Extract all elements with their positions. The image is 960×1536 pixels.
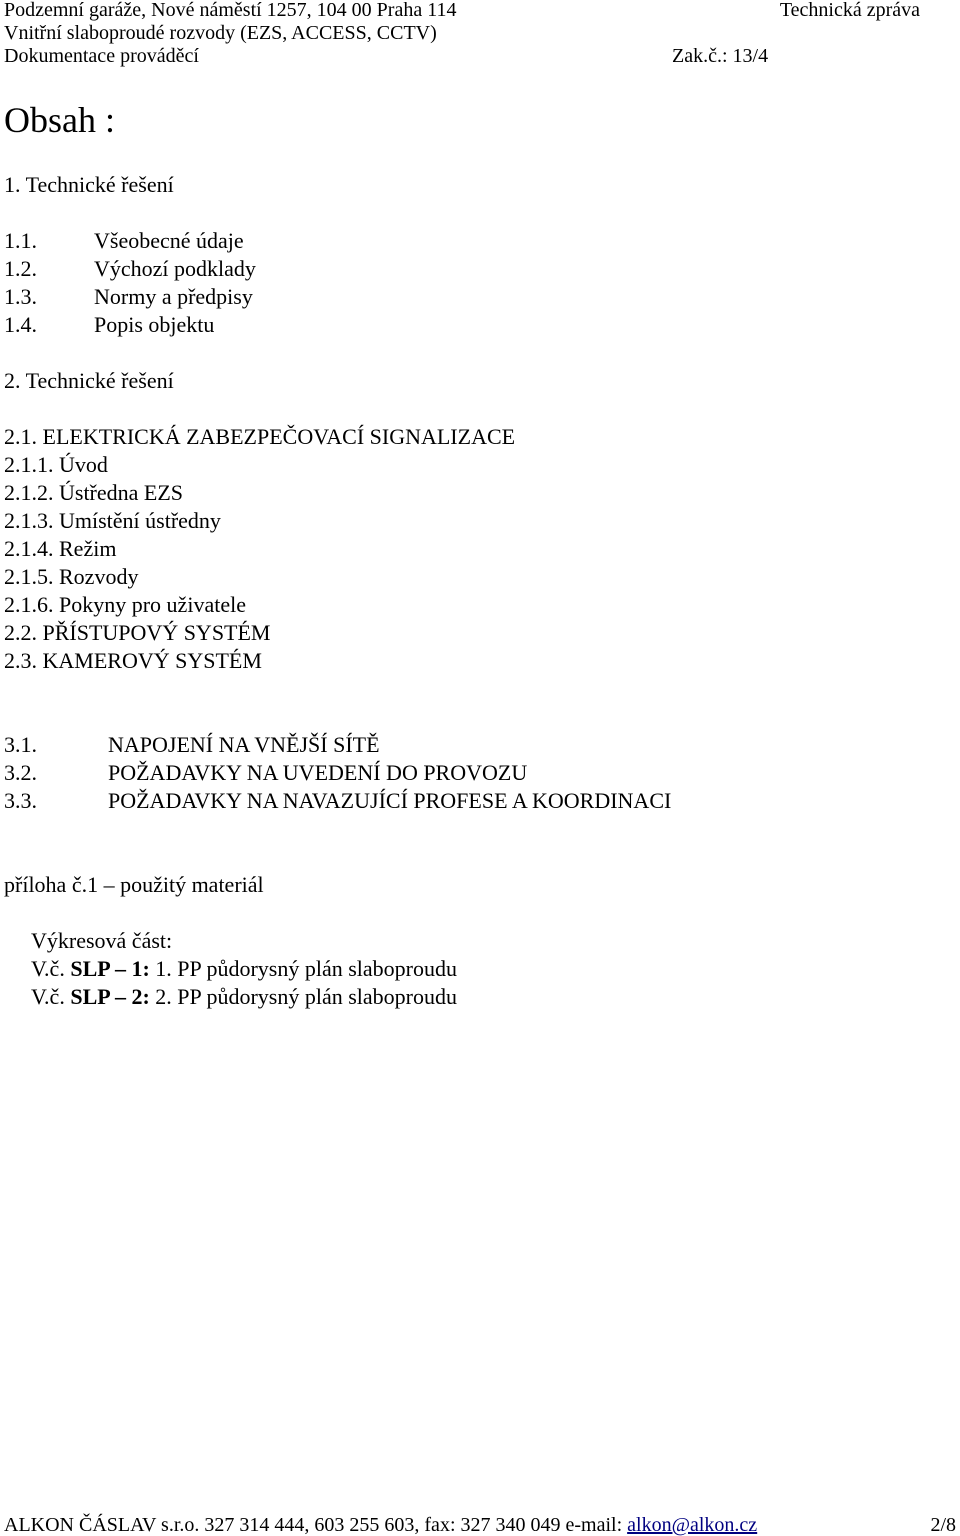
toc-item-number: 3.3.	[4, 788, 37, 813]
drawing-code: SLP – 2:	[70, 984, 150, 1009]
drawing-item	[31, 958, 457, 980]
toc-item: 2.1.1. Úvod	[4, 452, 108, 477]
toc-item-label: Popis objektu	[94, 312, 215, 337]
header-doc-type: Technická zpráva	[779, 0, 920, 21]
toc-item: 2.1.5. Rozvody	[4, 564, 139, 589]
drawing-code: SLP – 1:	[70, 956, 150, 981]
footer-email-link[interactable]: alkon@alkon.cz	[627, 1514, 758, 1536]
page-number: 2/8	[930, 1514, 956, 1536]
toc-item-number: 3.1.	[4, 732, 37, 757]
header-subject: Vnitřní slaboproudé rozvody (EZS, ACCESS, CCTV)	[4, 22, 437, 44]
toc-item-number: 1.1.	[4, 228, 37, 253]
drawing-prefix: V.č.	[31, 956, 65, 981]
section-2-heading: 2. Technické řešení	[4, 368, 174, 393]
toc-item: 2.1.6. Pokyny pro uživatele	[4, 592, 246, 617]
toc-item-label: POŽADAVKY NA UVEDENÍ DO PROVOZU	[108, 760, 528, 785]
toc-item-number: 1.2.	[4, 256, 37, 281]
footer-company	[4, 1515, 757, 1535]
header-project: Podzemní garáže, Nové náměstí 1257, 104 00 Praha 114	[4, 0, 457, 21]
toc-item-label: Normy a předpisy	[94, 284, 253, 309]
toc-item-number: 1.4.	[4, 312, 37, 337]
toc-item: 2.2. PŘÍSTUPOVÝ SYSTÉM	[4, 620, 271, 645]
header-doc-stage: Dokumentace prováděcí	[4, 45, 199, 67]
page-title: Obsah :	[4, 100, 115, 140]
header-order-number: Zak.č.: 13/4	[672, 45, 769, 67]
toc-item-number: 1.3.	[4, 284, 37, 309]
drawing-item	[31, 986, 457, 1008]
toc-item: 2.3. KAMEROVÝ SYSTÉM	[4, 648, 262, 673]
toc-item: 2.1. ELEKTRICKÁ ZABEZPEČOVACÍ SIGNALIZACE	[4, 424, 516, 449]
toc-item: 2.1.4. Režim	[4, 536, 117, 561]
drawing-prefix: V.č.	[31, 984, 65, 1009]
toc-item: 2.1.2. Ústředna EZS	[4, 480, 184, 505]
toc-item: 2.1.3. Umístění ústředny	[4, 508, 221, 533]
toc-item-label: Všeobecné údaje	[94, 228, 244, 253]
toc-item-label: POŽADAVKY NA NAVAZUJÍCÍ PROFESE A KOORDINACI	[108, 788, 672, 813]
toc-item-label: NAPOJENÍ NA VNĚJŠÍ SÍTĚ	[108, 732, 380, 757]
toc-item-label: Výchozí podklady	[94, 256, 256, 281]
toc-item-number: 3.2.	[4, 760, 37, 785]
footer-contact: ALKON ČÁSLAV s.r.o. 327 314 444, 603 255 603, fax: 327 340 049 e-mail:	[4, 1514, 623, 1536]
appendix-line: příloha č.1 – použitý materiál	[4, 872, 264, 897]
drawing-description: 2. PP půdorysný plán slaboproudu	[155, 984, 457, 1009]
drawings-heading: Výkresová část:	[31, 928, 173, 953]
section-1-heading: 1. Technické řešení	[4, 172, 174, 197]
drawing-description: 1. PP půdorysný plán slaboproudu	[155, 956, 457, 981]
